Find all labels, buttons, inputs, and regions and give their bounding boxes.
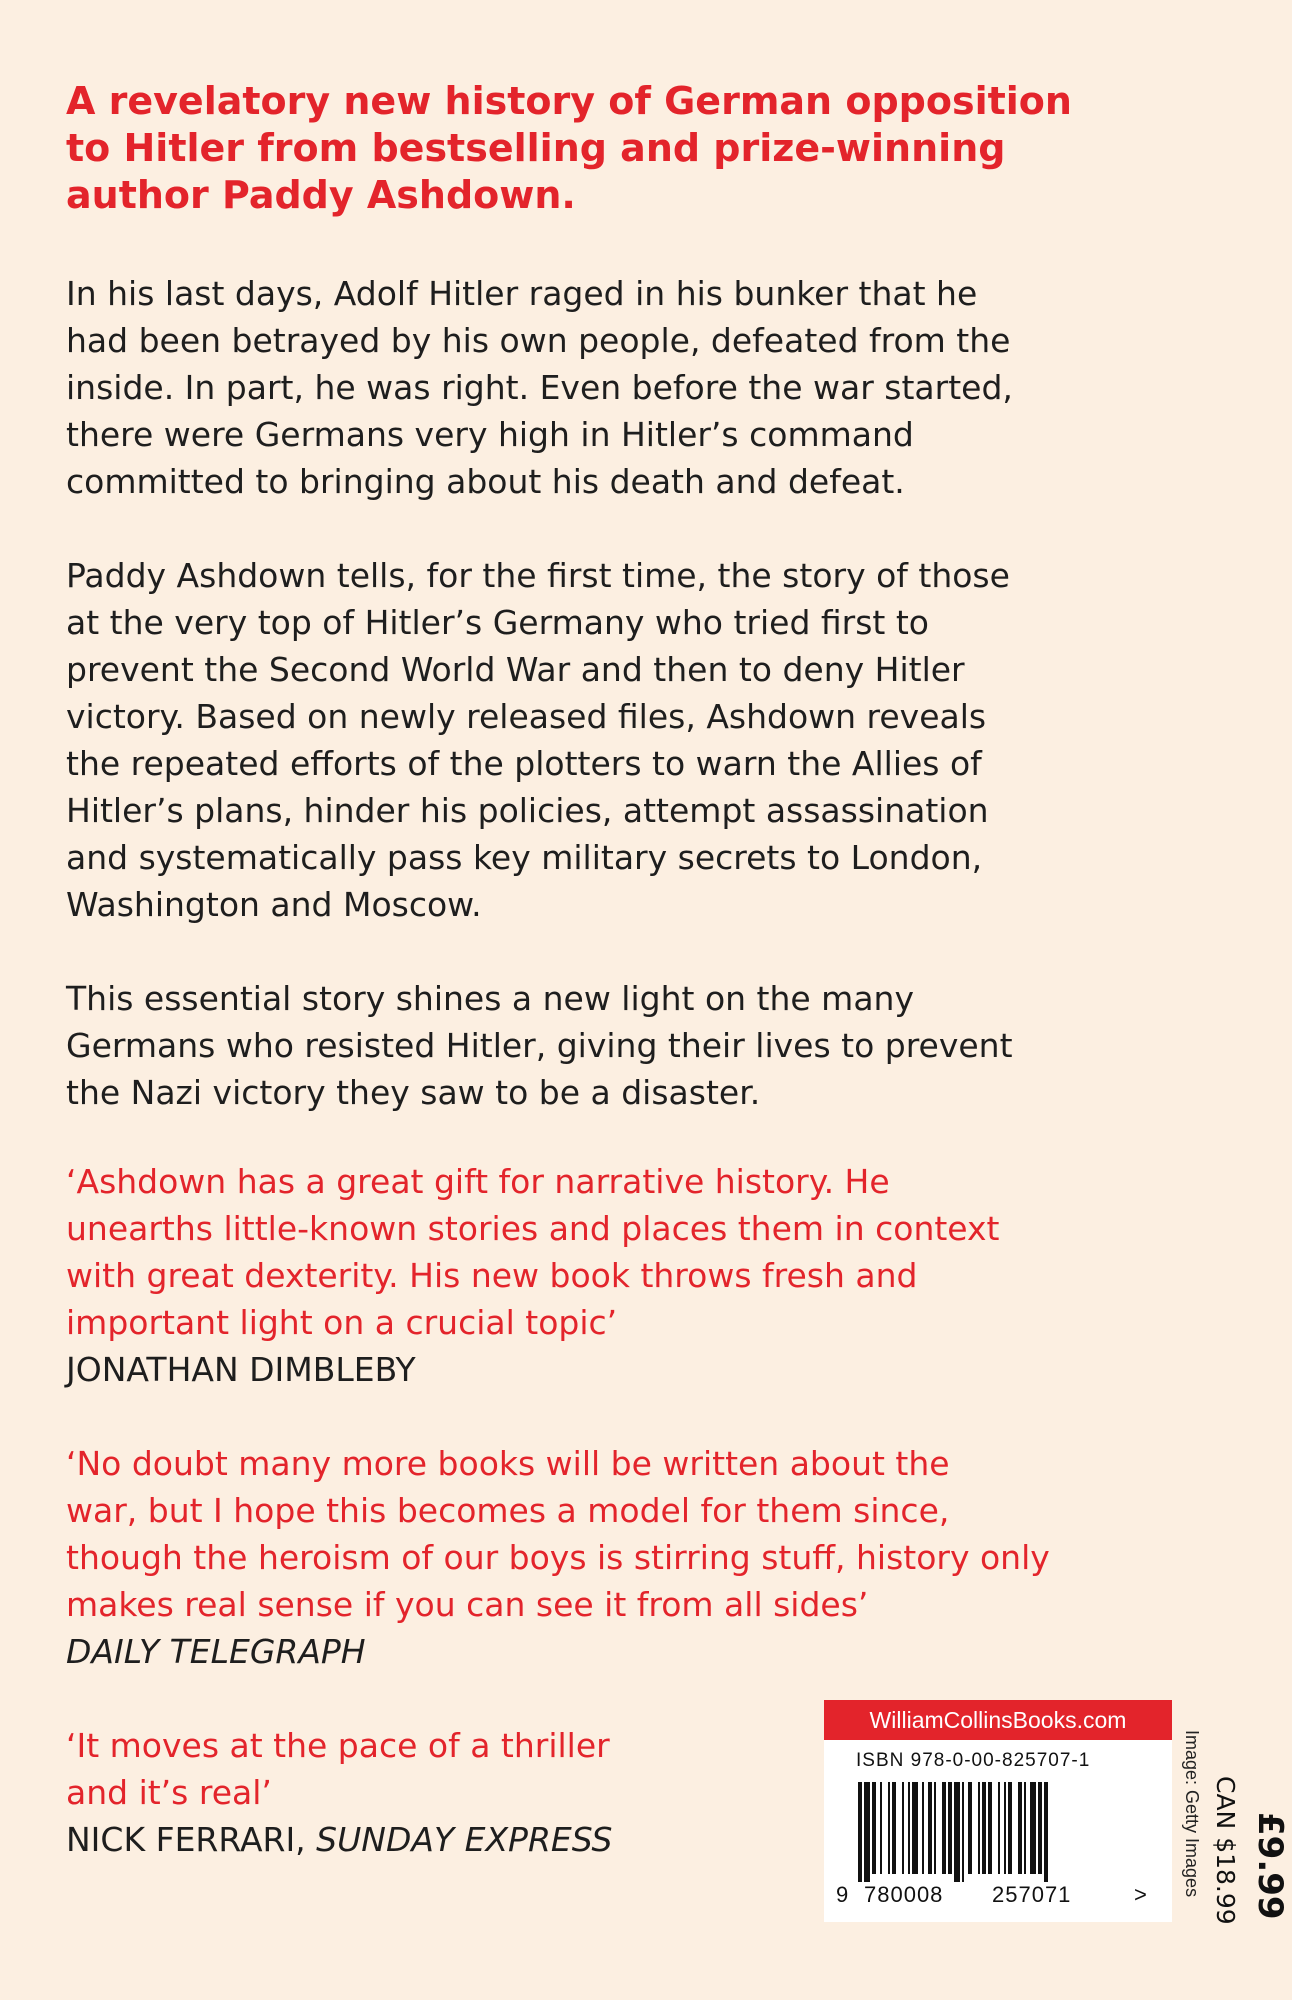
barcode-stripe bbox=[928, 1782, 932, 1874]
barcode-stripe bbox=[892, 1782, 896, 1874]
barcode-image bbox=[858, 1782, 1138, 1882]
price-can: CAN $18.99 bbox=[1211, 1776, 1240, 1925]
barcode-stripe bbox=[912, 1782, 918, 1874]
paragraph-2: Paddy Ashdown tells, for the first time, the story of those at the very top of Hitler’s Germany who tried first to prevent the Second World War and then to deny Hitler victory. Based on newly released files, Ashdown reveals the repeated efforts of the plotters to warn the Allies of Hitler’s plans, hinder his policies, attempt assassination and systematically pass key military secrets to London, Washington and Moscow. bbox=[66, 556, 1010, 924]
barcode-stripe bbox=[1030, 1782, 1036, 1874]
barcode-stripe bbox=[982, 1782, 986, 1874]
barcode-stripe bbox=[962, 1782, 964, 1882]
barcode-stripe bbox=[902, 1782, 904, 1874]
image-credit: Image: Getty Images bbox=[1182, 1730, 1202, 1898]
barcode-digits-right: 257071 bbox=[992, 1882, 1072, 1907]
barcode-stripe bbox=[1008, 1782, 1012, 1874]
quote-1 bbox=[66, 1158, 1136, 1393]
barcode-block bbox=[824, 1700, 1172, 1922]
quote-3-source-name: NICK FERRARI, bbox=[66, 1820, 317, 1859]
quote-2 bbox=[66, 1440, 1136, 1675]
barcode-digit-first: 9 bbox=[836, 1882, 850, 1907]
barcode-stripe bbox=[888, 1782, 890, 1874]
barcode-stripe bbox=[942, 1782, 946, 1874]
barcode-stripe bbox=[948, 1782, 952, 1874]
publisher-website: WilliamCollinsBooks.com bbox=[824, 1700, 1172, 1740]
barcode-stripe bbox=[988, 1782, 992, 1874]
barcode-stripe bbox=[978, 1782, 980, 1874]
barcode-stripe bbox=[858, 1782, 862, 1882]
barcode-stripe bbox=[922, 1782, 924, 1874]
barcode-stripe bbox=[998, 1782, 1000, 1874]
paragraph-3: This essential story shines a new light on the many Germans who resisted Hitler, giving their lives to prevent the Nazi victory they saw to be a disaster. bbox=[66, 979, 1013, 1112]
barcode-stripe bbox=[968, 1782, 972, 1874]
barcode-stripe bbox=[872, 1782, 876, 1874]
quote-2-source: DAILY TELEGRAPH bbox=[66, 1632, 366, 1671]
barcode-stripe bbox=[908, 1782, 910, 1874]
headline: A revelatory new history of German opposition to Hitler from bestselling and prize-winning author Paddy Ashdown. bbox=[66, 79, 1072, 217]
quote-1-text: ‘Ashdown has a great gift for narrative history. He unearths little-known stories and places them in context with great dexterity. His new book throws fresh and important light on a crucial topic’ bbox=[66, 1162, 1000, 1342]
quote-3-text: ‘It moves at the pace of a thriller and it’s real’ bbox=[66, 1726, 610, 1812]
quote-3-source-publication: SUNDAY EXPRESS bbox=[316, 1820, 613, 1859]
quote-2-text: ‘No doubt many more books will be written about the war, but I hope this becomes a model for them since, though the heroism of our boys is stirring stuff, history only makes real sense if you can see it from all sides’ bbox=[66, 1444, 1050, 1624]
quote-3-source bbox=[66, 1816, 786, 1863]
barcode-stripe bbox=[1044, 1782, 1048, 1882]
barcode-stripe bbox=[864, 1782, 870, 1882]
quote-1-source: JONATHAN DIMBLEBY bbox=[66, 1350, 416, 1389]
barcode-digits-left: 780008 bbox=[864, 1882, 944, 1907]
barcode-stripe bbox=[1018, 1782, 1022, 1874]
price-gbp: £9.99 bbox=[1250, 1812, 1290, 1920]
barcode-stripe bbox=[1004, 1782, 1006, 1874]
barcode-stripe bbox=[1038, 1782, 1042, 1874]
isbn-label: ISBN 978-0-00-825707-1 bbox=[856, 1750, 1091, 1771]
barcode-stripe bbox=[934, 1782, 936, 1874]
barcode-stripe bbox=[954, 1782, 960, 1882]
barcode-stripe bbox=[880, 1782, 882, 1874]
barcode-box bbox=[824, 1740, 1172, 1922]
barcode-stripe bbox=[1024, 1782, 1026, 1874]
paragraph-1: In his last days, Adolf Hitler raged in his bunker that he had been betrayed by his own people, defeated from the inside. In part, he was right. Even before the war started, there were Germans very high in Hitler’s command committed to bringing about his death and defeat. bbox=[66, 274, 1013, 501]
barcode-arrow: > bbox=[1134, 1882, 1148, 1907]
quote-3 bbox=[66, 1722, 786, 1863]
